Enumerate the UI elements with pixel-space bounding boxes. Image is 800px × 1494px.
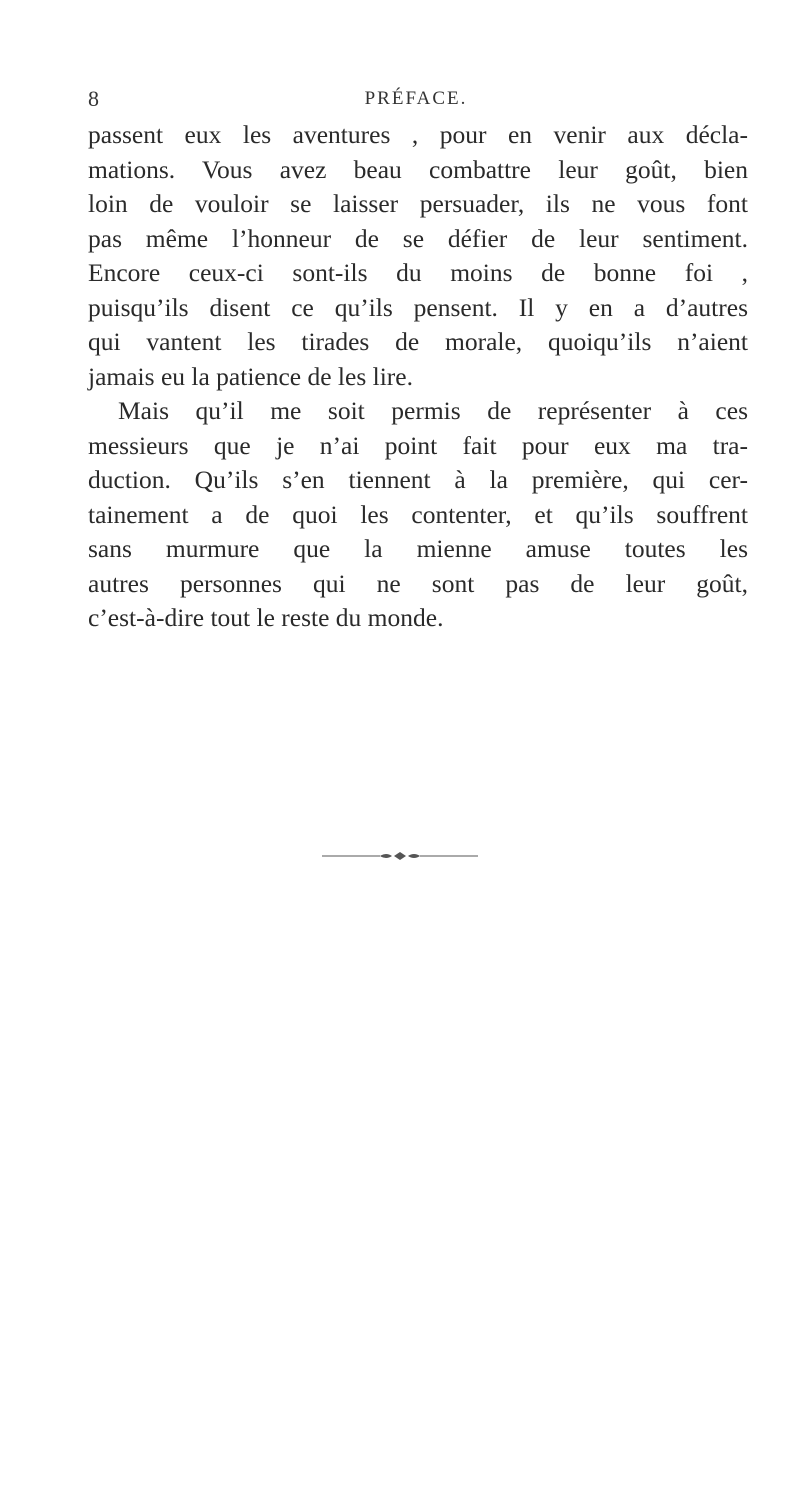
text-line: passent eux les aventures , pour en venir aux décla- [88,120,748,149]
text-line: qui vantent les tirades de morale, quoiqu’ils n’aient [88,327,748,356]
text-line: puisqu’ils disent ce qu’ils pensent. Il y en a d’autres [88,292,748,322]
text-line: mations. Vous avez beau combattre leur goût, bien [88,154,748,184]
text-line: tainement a de quoi les contenter, et qu’ils souffrent [88,499,748,529]
page-number: 8 [88,86,99,111]
text-line: sans murmure que la mienne amuse toutes les [88,534,748,563]
tailpiece-ornament [0,850,800,862]
text-line: Encore ceux-ci sont-ils du moins de bonne foi , [88,258,748,287]
text-line: loin de vouloir se laisser persuader, ils ne vous font [88,189,748,218]
running-head [88,86,744,116]
text-line: Mais qu’il me soit permis de représenter à ces [118,396,748,425]
text-line: jamais eu la patience de les lire. [88,361,413,391]
running-title: PRÉFACE. [364,88,468,109]
body-text [88,118,748,636]
text-line: messieurs que je n’ai point fait pour eux ma tra- [88,430,748,460]
text-line: duction. Qu’ils s’en tiennent à la première, qui cer- [88,465,748,494]
text-line: c’est-à-dire tout le reste du monde. [88,603,444,632]
text-line: autres personnes qui ne sont pas de leur goût, [88,568,748,598]
text-line: pas même l’honneur de se défier de leur sentiment. [88,223,748,253]
tailpiece-ornament-icon [320,850,480,862]
